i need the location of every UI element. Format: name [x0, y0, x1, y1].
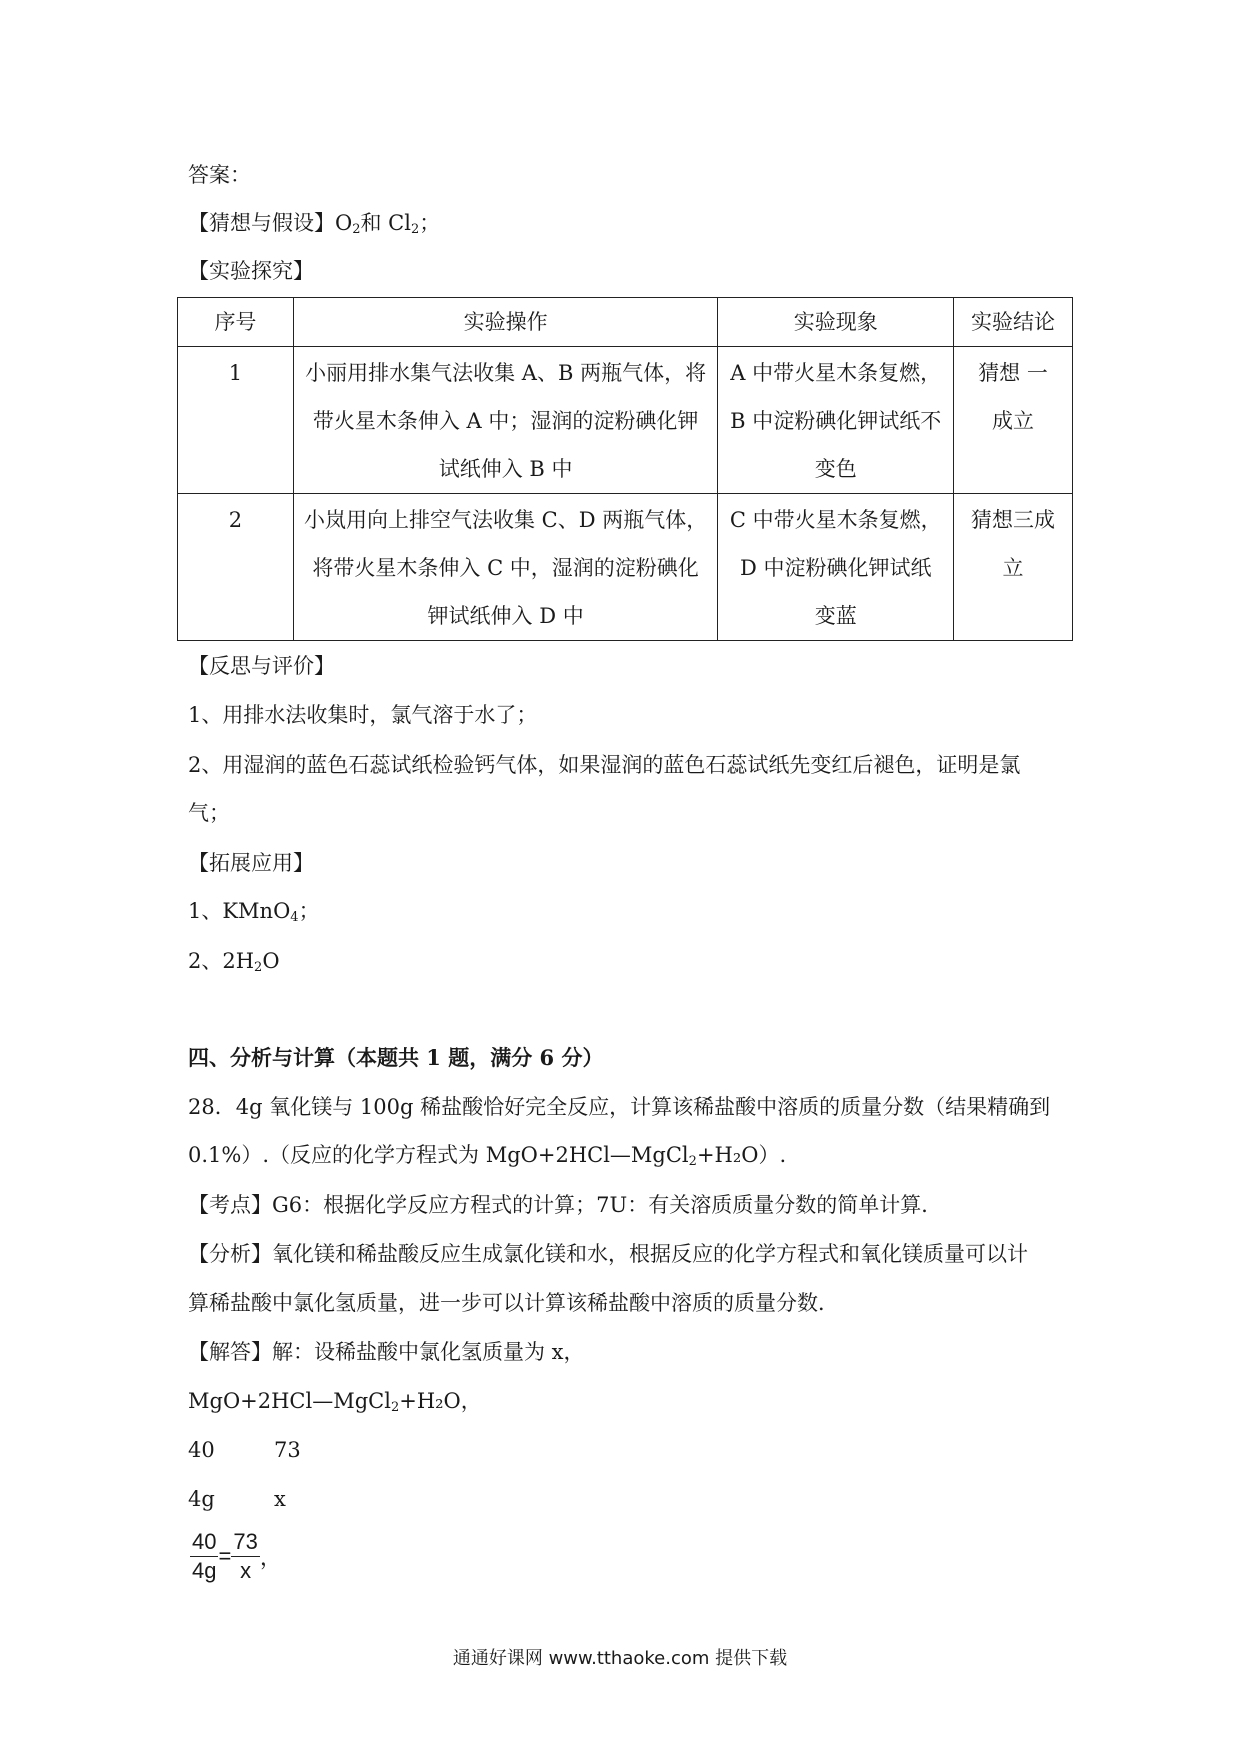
fraction-right-numerator: 73 — [231, 1528, 259, 1557]
reflection-item-2-cont: 气； — [188, 801, 230, 825]
extension-1-end: ； — [298, 899, 320, 923]
table-header-row — [178, 298, 1073, 347]
phenomenon-line: B 中淀粉碘化钾试纸不 — [730, 409, 942, 433]
header-phenomenon: 实验现象 — [718, 298, 954, 347]
ratio-fraction — [190, 1528, 282, 1585]
fraction-left-numerator: 40 — [190, 1528, 218, 1557]
answer-label: 答案： — [188, 163, 251, 187]
table-row — [178, 347, 1073, 494]
row-conclusion — [954, 347, 1073, 494]
operation-line: 试纸伸入 B 中 — [438, 457, 573, 481]
conclusion-line: 猜想三成 — [971, 508, 1056, 532]
operation-line: 小丽用排水集气法收集 A、B 两瓶气体，将 — [305, 361, 707, 385]
phenomenon-line: A 中带火星木条复燃， — [730, 361, 942, 385]
row-phenomenon — [718, 494, 954, 641]
row-phenomenon — [718, 347, 954, 494]
fraction-left-denominator: 4g — [192, 1558, 217, 1583]
row-no: 1 — [178, 347, 294, 494]
solution-line-1: 【解答】解：设稀盐酸中氯化氢质量为 x， — [188, 1340, 585, 1364]
conclusion-line: 立 — [1002, 556, 1024, 580]
kaodian-line: 【考点】G6：根据化学反应方程式的计算；7U：有关溶质质量分数的简单计算． — [188, 1193, 943, 1217]
header-no: 序号 — [178, 298, 294, 347]
operation-line: 小岚用向上排空气法收集 C、D 两瓶气体， — [303, 508, 708, 532]
conclusion-line: 成立 — [992, 409, 1035, 433]
fraction-end: ， — [259, 1545, 282, 1570]
reflection-item-1: 1、用排水法收集时，氯气溶于水了； — [188, 703, 538, 727]
section-four-heading: 四、分析与计算（本题共 1 题，满分 6 分） — [188, 1045, 604, 1070]
ratio-2-a: 4g — [188, 1487, 215, 1511]
hypothesis-formula: O — [335, 211, 353, 235]
row-no: 2 — [178, 494, 294, 641]
analysis-line-1: 【分析】氧化镁和稀盐酸反应生成氯化镁和水，根据反应的化学方程式和氧化镁质量可以计 — [188, 1242, 1028, 1266]
extension-heading: 【拓展应用】 — [188, 851, 314, 875]
extension-1-sub: 4 — [290, 910, 299, 925]
header-conclusion: 实验结论 — [954, 298, 1073, 347]
ratio-1-a: 40 — [188, 1438, 215, 1462]
extension-1-text: 1、KMnO — [188, 899, 291, 923]
ratio-row-2 — [188, 1484, 286, 1514]
q28-line2-end: +H₂O）. — [696, 1143, 787, 1167]
phenomenon-line: 变色 — [814, 457, 857, 481]
equation-text: MgO+2HCl—MgCl — [188, 1389, 391, 1413]
q28-line2-text: 0.1%）.（反应的化学方程式为 MgO+2HCl—MgCl — [188, 1143, 689, 1167]
fraction-right-denominator: x — [240, 1558, 252, 1583]
equation-line — [188, 1386, 482, 1416]
table-row — [178, 494, 1073, 641]
exploration-heading: 【实验探究】 — [188, 259, 314, 283]
row-conclusion — [954, 494, 1073, 641]
row-operation — [293, 494, 717, 641]
ratio-row-1 — [188, 1435, 301, 1465]
fraction-equals: = — [218, 1543, 232, 1569]
hypothesis-sub2: 2 — [410, 222, 420, 237]
equation-end: +H₂O， — [399, 1389, 482, 1413]
hypothesis-end: ； — [419, 211, 441, 235]
hypothesis-mid: 和 Cl — [360, 211, 411, 235]
header-operation: 实验操作 — [293, 298, 717, 347]
extension-2-text: 2、2H — [188, 949, 255, 973]
reflection-heading: 【反思与评价】 — [188, 654, 335, 678]
phenomenon-line: 变蓝 — [814, 604, 857, 628]
ratio-2-b: x — [274, 1487, 286, 1511]
row-operation — [293, 347, 717, 494]
question-28-line-1: 28．4g 氧化镁与 100g 稀盐酸恰好完全反应，计算该稀盐酸中溶质的质量分数（结果精确到 — [188, 1095, 1051, 1119]
operation-line: 带火星木条伸入 A 中；湿润的淀粉碘化钾 — [312, 409, 699, 433]
phenomenon-line: C 中带火星木条复燃， — [729, 508, 942, 532]
operation-line: 将带火星木条伸入 C 中，湿润的淀粉碘化 — [312, 556, 699, 580]
fraction-right — [231, 1528, 259, 1585]
hypothesis-prefix: 【猜想与假设】 — [188, 211, 335, 235]
hypothesis-sub1: 2 — [352, 222, 361, 237]
extension-item-1 — [188, 896, 320, 926]
extension-2-sub: 2 — [254, 960, 263, 975]
hypothesis-line — [188, 208, 440, 238]
extension-2-end: O — [262, 949, 280, 973]
q28-line2-sub: 2 — [688, 1154, 697, 1169]
experiment-table — [177, 297, 1073, 641]
conclusion-line: 猜想 一 — [978, 361, 1048, 385]
reflection-item-2: 2、用湿润的蓝色石蕊试纸检验钙气体，如果湿润的蓝色石蕊试纸先变红后褪色，证明是氯 — [188, 753, 1021, 777]
question-28-line-2 — [188, 1140, 786, 1170]
ratio-1-b: 73 — [274, 1438, 301, 1462]
page-footer: 通通好课网 www.tthaoke.com 提供下载 — [452, 1648, 788, 1669]
equation-sub: 2 — [390, 1400, 400, 1415]
phenomenon-line: D 中淀粉碘化钾试纸 — [739, 556, 932, 580]
fraction-left — [190, 1528, 218, 1585]
analysis-line-2: 算稀盐酸中氯化氢质量，进一步可以计算该稀盐酸中溶质的质量分数． — [188, 1291, 839, 1315]
operation-line: 钾试纸伸入 D 中 — [427, 604, 584, 628]
extension-item-2 — [188, 946, 280, 976]
